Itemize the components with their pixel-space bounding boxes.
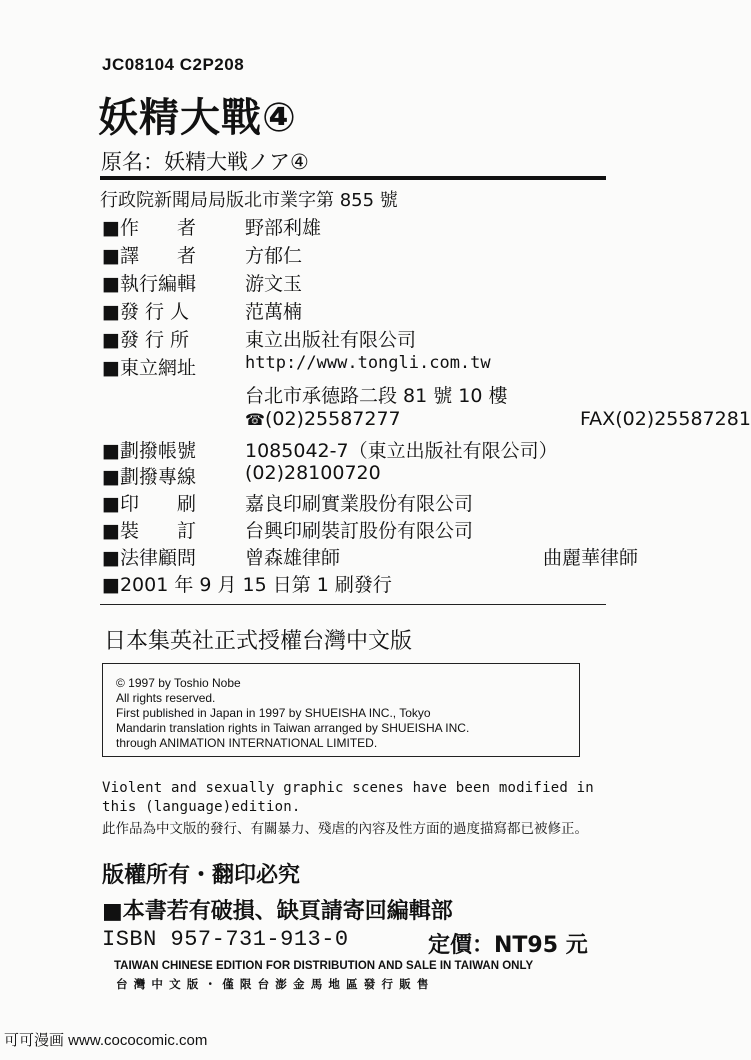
site-watermark: 可可漫画 www.cococomic.com [4,1032,208,1049]
all-rights-reserved: 版權所有・翻印必究 [102,863,301,888]
phone-number: (02)25587277 [264,408,401,430]
copyright-line: through ANIMATION INTERNATIONAL LIMITED. [116,736,378,750]
credit-label: ■ 作 者 [102,213,196,240]
credit-value: 嘉良印刷實業股份有限公司 [245,493,474,515]
phone [245,408,751,430]
license-number: 行政院新聞局局版北市業字第 855 號 [100,190,398,211]
credit-label: ■ 法律顧問 [102,543,196,570]
credit-label: ■ 劃撥專線 [102,462,196,489]
section-divider [100,604,606,605]
header-divider [100,176,606,180]
telephone-icon: ☎ [245,410,265,429]
lawyer-2: 曲麗華律師 [543,547,639,569]
chinese-notice: 此作品為中文版的發行、有關暴力、殘虐的內容及性方面的過度描寫都已被修正。 [102,821,588,837]
authorized-edition: 日本集英社正式授權台灣中文版 [104,629,413,654]
english-notice: Violent and sexually graphic scenes have been modified in this (language)edition. [102,780,594,815]
credit-value: 方郁仁 [245,245,303,267]
credit-label: ■ 東立網址 [102,353,196,380]
credit-value: 游文玉 [245,273,303,295]
copyright-line: All rights reserved. [116,691,216,705]
original-title: 原名：妖精大戦ノア④ [101,150,309,174]
lawyer-1: 曾森雄律師 [245,547,341,569]
credit-label: ■ 發 行 人 [102,297,189,324]
isbn: ISBN 957-731-913-0 [102,927,349,952]
taiwan-edition-en: TAIWAN CHINESE EDITION FOR DISTRIBUTION AND SALE IN TAIWAN ONLY [114,960,534,972]
credit-value: 1085042-7（東立出版社有限公司） [245,440,558,462]
credit-value: 范萬楠 [245,301,303,323]
credit-label: ■ 印 刷 [102,489,196,516]
fax-number: FAX(02)25587281 [580,408,751,430]
damaged-return-notice: ■ 本書若有破損、缺頁請寄回編輯部 [102,894,453,925]
product-code: JC08104 C2P208 [102,55,245,74]
edition-date: ■ 2001 年 9 月 15 日第 1 刷發行 [102,570,392,597]
address: 台北市承德路二段 81 號 10 樓 [245,385,508,407]
credit-label: ■ 劃撥帳號 [102,436,196,463]
copyright-line: First published in Japan in 1997 by SHUEISHA INC., Tokyo [116,706,431,720]
price: 定價：NT95 元 [428,933,588,958]
credit-label: ■ 發 行 所 [102,325,189,352]
copyright-line: © 1997 by Toshio Nobe [116,676,241,690]
website-link[interactable]: http://www.tongli.com.tw [245,353,491,373]
credit-value: 台興印刷裝訂股份有限公司 [245,520,474,542]
book-title: 妖精大戰④ [98,95,297,141]
credit-value: 野部利雄 [245,217,322,239]
taiwan-edition-zh: 台灣中文版・僅限台澎金馬地區發行販售 [116,977,435,991]
copyright-box [102,663,580,757]
credit-label: ■ 譯 者 [102,241,196,268]
copyright-line: Mandarin translation rights in Taiwan arranged by SHUEISHA INC. [116,721,470,735]
credit-label: ■ 裝 訂 [102,516,196,543]
credit-label: ■ 執行編輯 [102,269,196,296]
credit-value: (02)28100720 [245,462,381,484]
lawyer-names [245,543,639,570]
credit-value: 東立出版社有限公司 [245,329,417,351]
